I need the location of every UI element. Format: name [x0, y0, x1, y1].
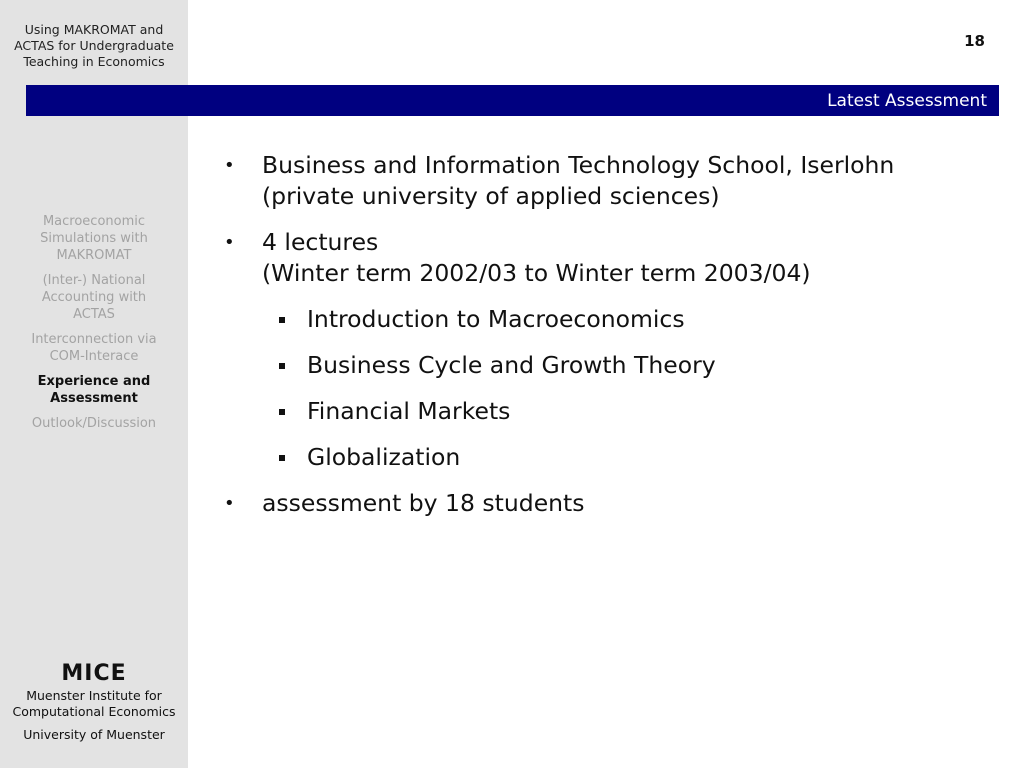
nav-item-label: Simulations with [40, 231, 148, 246]
university-name: University of Muenster [23, 727, 165, 742]
square-bullet-icon [279, 455, 285, 461]
bullet-item [218, 227, 1008, 289]
bullet-text: Business and Information Technology School, Iserlohn [262, 151, 895, 179]
nav-item-label: Macroeconomic [42, 214, 146, 229]
sub-bullet-item [218, 350, 1008, 381]
nav-item-label: Interconnection via [31, 332, 157, 347]
bullet-text: 4 lectures [262, 228, 379, 256]
slide-title-bar [26, 85, 999, 116]
sub-bullet-text: Introduction to Macroeconomics [307, 305, 685, 333]
page-number: 18 [964, 32, 985, 50]
nav-item-label: Assessment [50, 391, 138, 406]
slide-title: Latest Assessment [827, 91, 987, 111]
nav-item-experience-assessment[interactable] [0, 373, 188, 407]
presentation-title [0, 22, 188, 70]
nav-item-macroeconomic-simulations[interactable] [0, 213, 188, 264]
nav-item-label: Experience and [37, 374, 151, 389]
presentation-title-line: Using MAKROMAT and [24, 22, 164, 37]
mice-logo-mark: MICE [61, 661, 127, 686]
sub-bullet-item [218, 442, 1008, 473]
square-bullet-icon [279, 317, 285, 323]
sub-bullet-text: Business Cycle and Growth Theory [307, 351, 716, 379]
nav-item-national-accounting[interactable] [0, 272, 188, 323]
bullet-text: (private university of applied sciences) [262, 182, 720, 210]
institute-name-line: Muenster Institute for [26, 688, 162, 703]
nav-item-label: MAKROMAT [56, 248, 132, 263]
bullet-item [218, 150, 1008, 212]
square-bullet-icon [279, 409, 285, 415]
round-bullet-icon: • [224, 493, 235, 514]
bullet-text: (Winter term 2002/03 to Winter term 2003/04) [262, 259, 811, 287]
sub-bullet-item [218, 396, 1008, 427]
round-bullet-icon: • [224, 232, 235, 253]
nav-item-label: COM-Interace [49, 349, 139, 364]
institute-name-line: Computational Economics [12, 704, 176, 719]
nav-item-outlook-discussion[interactable] [0, 415, 188, 432]
sub-bullet-item [218, 304, 1008, 335]
slide-content [218, 150, 1008, 534]
nav-item-label: (Inter-) National [42, 273, 146, 288]
institute-logo [0, 660, 188, 743]
bullet-text: assessment by 18 students [262, 489, 585, 517]
nav-item-interconnection[interactable] [0, 331, 188, 365]
nav-item-label: ACTAS [73, 307, 115, 322]
square-bullet-icon [279, 363, 285, 369]
presentation-title-line: ACTAS for Undergraduate [14, 38, 174, 53]
section-nav [0, 213, 188, 440]
round-bullet-icon: • [224, 155, 235, 176]
sub-bullet-text: Financial Markets [307, 397, 511, 425]
bullet-item [218, 488, 1008, 519]
nav-item-label: Accounting with [41, 290, 147, 305]
sub-bullet-text: Globalization [307, 443, 461, 471]
nav-item-label: Outlook/Discussion [31, 416, 157, 431]
presentation-title-line: Teaching in Economics [23, 54, 165, 69]
